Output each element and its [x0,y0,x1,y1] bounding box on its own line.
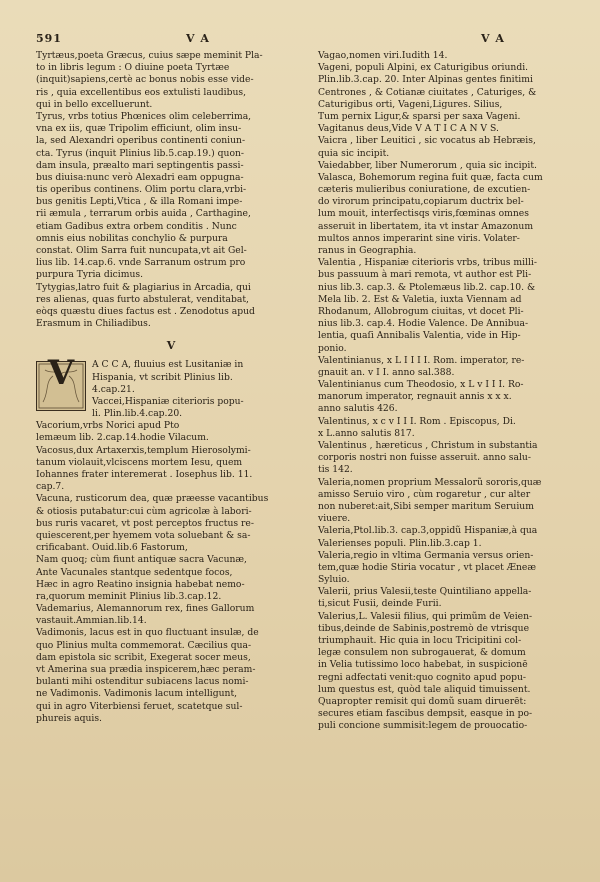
text-line: Caturigibus orti, Vageni,Ligures. Silius, [318,98,503,110]
text-line: la, sed Alexandri operibus continenti coniun- [36,135,246,147]
text-line: Plin.lib.3.cap. 20. Inter Alpinas gentes finitimi [318,74,533,86]
text-line: cæteris mulieribus coniuratione, de excutien- [318,184,531,196]
text-line: tis operibus continens. Olim portu clara,vrbi- [36,184,247,196]
text-line: in Velia tutissimo loco habebat, in suspicionē [318,659,528,671]
text-line: qui in bello excelluerunt. [36,98,153,110]
text-line: quia sic incipit. [318,147,390,159]
text-line: Tytygias,latro fuit & plagiarius in Arcadia, qui [36,281,251,293]
text-line: lum mouit, interfectisqs viris,fœminas omnes [318,208,529,220]
text-line: bus passuum à mari remota, vt author est Pli- [318,269,532,281]
text-line: Vaccei,Hispaniæ citerioris popu- [92,395,244,407]
text-line: nius lib.3. cap.4. Hodie Valence. De Annibua- [318,318,529,330]
text-line: tem,quæ hodie Stiria vocatur , vt placet Æneæ [318,561,536,573]
text-line: Vacosus,dux Artaxerxis,templum Hierosolymi- [36,444,251,456]
text-line: bus ruris vacaret, vt post perceptos fructus re- [36,517,254,529]
text-line: (inquit)sapiens,certè ac bonus nobis esse vide- [36,74,254,86]
text-line: Valentinianus cum Theodosio, x L v I I I. Ro- [318,379,524,391]
text-line: ra,quorum meminit Plinius lib.3.cap.12. [36,590,222,602]
text-line: A C C A, fluuius est Lusitaniæ in [92,359,244,371]
entries-t [36,50,306,330]
text-line: multos annos imperarint sine viris. Volater- [318,232,520,244]
text-line: Vagao,nomen viri.Iudith 14. [318,50,448,61]
text-line: qui in agro Viterbiensi feruet, scatetque sul- [36,700,243,712]
text-line: Valerii, prius Valesii,teste Quintiliano appella- [318,586,532,598]
text-line: secures etiam fascibus dempsit, easque in po- [318,708,533,720]
page-number: 591 [36,32,62,45]
text-line: Vagitanus deus,Vide V A T I C A N V S. [318,123,499,135]
text-line: Vacuna, rusticorum dea, quæ præesse vacantibus [36,493,269,505]
text-line: bus genitis Lepti,Vtica , & illa Romani impe- [36,196,243,208]
text-line: quiescerent,per hyemem vota soluebant & sa- [36,529,251,541]
text-line: Valerienses populi. Plin.lib.3.cap 1. [318,537,482,549]
text-line: Nam quoq; cùm fiunt antiquæ sacra Vacunæ, [36,554,247,566]
text-line: asseruit in libertatem, ita vt instar Amazonum [318,220,534,232]
text-line: Valeria,regio in vltima Germania versus orien- [318,549,534,561]
text-line: triumphauit. Hic quia in locu Tricipitini col- [318,635,522,646]
entries-v [36,353,306,724]
text-line: ponio. [318,342,347,354]
text-line: cap.7. [36,481,65,493]
text-line: Syluio. [318,574,350,586]
text-line: Hæc in agro Reatino insignia habebat nemo- [36,578,245,590]
text-line: Valeria,Ptol.lib.3. cap.3,oppidũ Hispaniæ,à qua [318,525,538,537]
text-line: ranus in Geographia. [318,245,417,256]
text-line: ne Vadimonis. Vadimonis lacum intelligunt, [36,688,238,700]
text-line: 4.cap.21. [92,383,135,395]
page-header [36,32,560,46]
text-line: eòqs quæstu diues factus est . Zenodotus apud [36,305,255,317]
text-line: tis 142. [318,464,353,476]
right-column [318,50,568,733]
text-line: do virorum principatu,copiarum ductrix bel- [318,196,524,208]
text-line: vna ex iis, quæ Tripolim efficiunt, olim insu- [36,123,242,135]
text-line: puli concione summisit:legem de prouocatio- [318,720,528,732]
text-line: corporis nostri non fuisse asseruit. anno salu- [318,452,531,464]
text-line: etiam Gadibus extra orbem conditis . Nunc [36,220,237,232]
text-line: Vacorium,vrbs Norici apud Pto [36,420,180,432]
text-line: Valentinianus, x L I I I I. Rom. imperator, re- [318,354,525,366]
text-line: Valerius,L. Valesii filius, qui primũm de Veien- [318,610,533,622]
text-line: Tum pernix Ligur,& sparsi per saxa Vageni. [318,110,521,122]
text-line: Hispania, vt scribit Plinius lib. [92,371,233,383]
text-line: Erasmum in Chiliadibus. [36,318,151,330]
text-line: & otiosis putabatur:cui cùm agricolæ à labori- [36,505,252,517]
text-line: Valeria,nomen proprium Messalorũ sororis,quæ [318,476,542,488]
text-line: Tyrus, vrbs totius Phœnices olim celeberrima, [36,110,252,122]
text-line: Vageni, populi Alpini, ex Caturigibus oriundi. [318,62,529,74]
text-line: bulanti mihi ostenditur subiacens lacus nomi- [36,676,249,688]
section-letter: V [166,338,176,352]
text-line: dam epistola sic scribit, Exegerat socer meus, [36,651,251,663]
right-running-head: V A [481,32,505,45]
text-line: gnauit an. v I I. anno sal.388. [318,366,455,378]
text-line: Valentia , Hispaniæ citerioris vrbs, tribus milli- [318,257,537,269]
text-line: lemæum lib. 2.cap.14.hodie Vilacum. [36,432,209,444]
text-line: ris , quia excellentibus eos extulisti laudibus, [36,86,246,98]
text-line: Quapropter remisit qui domũ suam diruerēt: [318,695,527,707]
text-line: Vademarius, Alemannorum rex, fines Gallorum [36,603,255,615]
text-line: Vadimonis, lacus est in quo fluctuant insulæ, de [36,627,259,639]
text-line: viuere. [318,513,351,525]
text-line: crificabant. Ouid.lib.6 Fastorum, [36,542,188,554]
text-line: vastauit.Ammian.lib.14. [36,615,147,627]
text-line: nius lib.3. cap.3. & Ptolemæus lib.2. cap.10. & [318,281,536,293]
text-line: Centrones , & Cotianæ ciuitates , Caturiges, & [318,86,537,98]
text-line: omnis eius nobilitas conchylio & purpura [36,232,228,244]
text-line: tibus,deinde de Sabinis,postremò de vtrisque [318,622,530,634]
text-line: phureis aquis. [36,712,102,724]
text-line: bus diuisa:nunc verò Alexadri eam oppugna- [36,171,244,183]
text-line: to in libris legum : O diuine poeta Tyrtæe [36,62,230,74]
text-line: lius lib. 14.cap.6. vnde Sarranum ostrum pro [36,257,246,269]
text-line: lentia, quaſi Annibalis Valentia, vide in Hip- [318,330,521,342]
text-line: Vaiedabber, liber Numerorum , quia sic incipit. [318,159,537,171]
text-line: Iohannes frater interemerat . Iosephus lib. 11. [36,469,253,480]
text-line: amisso Seruio viro , cùm rogaretur , cur alter [318,488,531,500]
decorated-initial [36,353,86,411]
text-line: Mela lib. 2. Est & Valetia, iuxta Viennam ad [318,293,522,305]
left-column [36,50,306,725]
text-line: Tyrtæus,poeta Græcus, cuius sæpe meminit Pla- [36,50,263,61]
text-line: lum questus est, quòd tale aliquid timuissent. [318,683,531,695]
entries-va [318,50,568,732]
text-line: tanum violauit,vlciscens mortem Iesu, quem [36,456,243,468]
text-line: purpura Tyria dicimus. [36,269,143,281]
text-line: res alienas, quas furto abstulerat, venditabat, [36,293,249,305]
text-line: vt Amerina sua prædia inspicerem,hæc peram- [36,664,256,675]
text-line: rii æmula , terrarum orbis auida , Carthagine, [36,208,251,220]
text-line: Vaicra , liber Leuitici , sic vocatus ab Hebræis, [318,135,536,147]
text-line: Ante Vacunales stantque sedentque focos, [36,566,233,578]
text-line: Rhodanum, Allobrogum ciuitas, vt docet Pli- [318,305,524,317]
text-line: quo Plinius multa commemorat. Cæcilius qua- [36,639,252,651]
text-line: x L.anno salutis 817. [318,427,415,439]
text-line: manorum imperator, regnauit annis x x x. [318,391,512,403]
text-line: anno salutis 426. [318,403,398,415]
text-line: non nuberet:ait,Sibi semper maritum Seruium [318,500,534,512]
text-line: legæ consulem non subrogauerat, & domum [318,647,526,659]
text-line: Valentinus, x c v I I I. Rom . Episcopus, Di. [318,415,516,427]
text-line: constat. Olim Sarra fuit nuncupata,vt ait Gel- [36,245,247,256]
text-line: ti,sicut Fusii, deinde Furii. [318,598,442,610]
text-line: li. Plin.lib.4.cap.20. [92,408,183,420]
text-line: Valasca, Bohemorum regina fuit quæ, facta cum [318,171,543,183]
text-line: regni adfectati venit:quo cognito apud popu- [318,671,527,683]
text-line: dam insula, præalto mari septingentis passi- [36,159,244,171]
left-running-head: V A [186,32,210,45]
initial-letter: V [47,353,75,394]
text-line: cta. Tyrus (inquit Plinius lib.5.cap.19.) quon- [36,147,245,159]
text-line: Valentinus , hæreticus , Christum in substantia [318,440,538,451]
